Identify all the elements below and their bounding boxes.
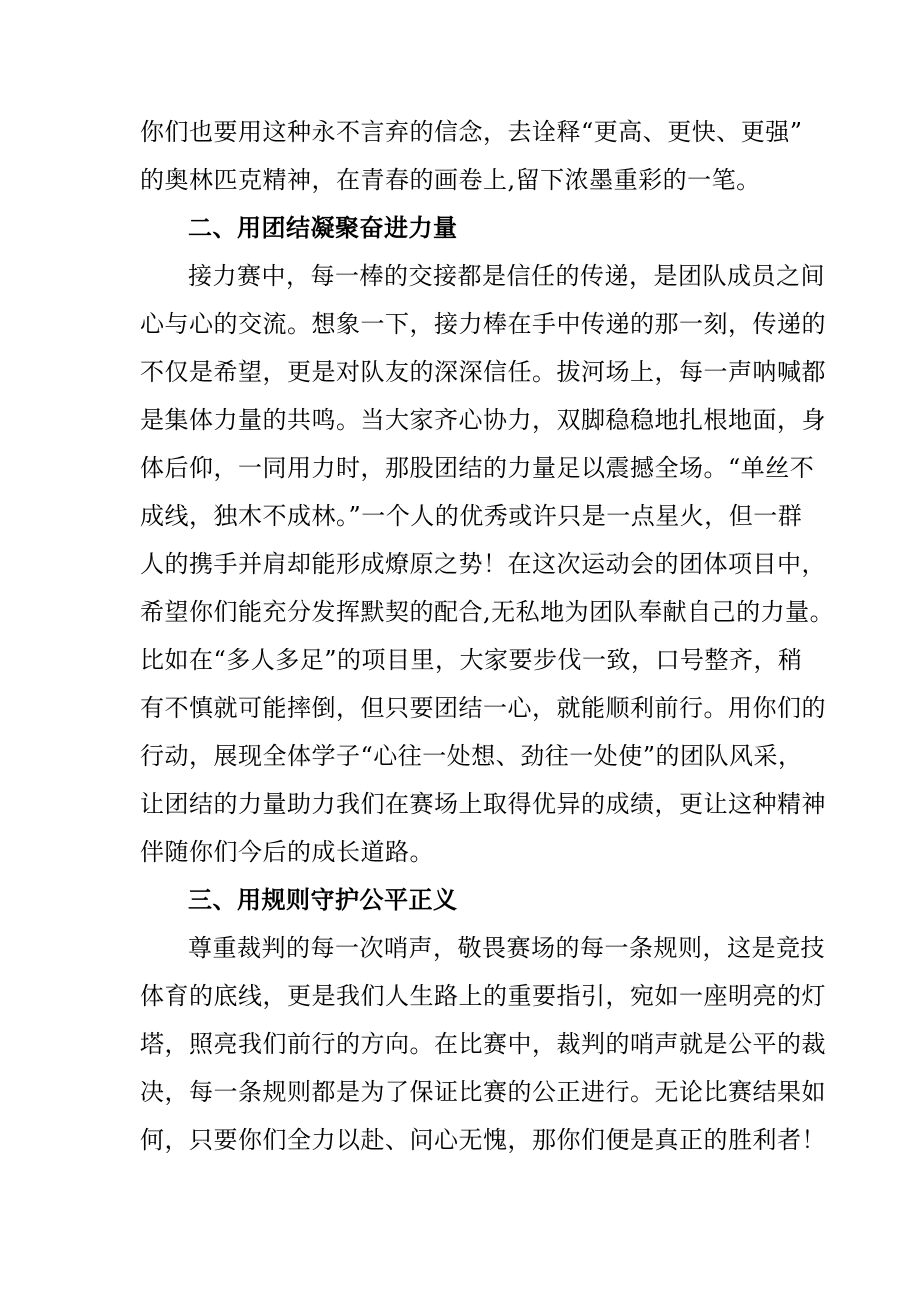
paragraph-rules [140,924,826,1164]
text-line: 尊重裁判的每一次哨声，敬畏赛场的每一条规则，这是竞技 [188,934,825,962]
text-line: 让团结的力量助力我们在赛场上取得优异的成绩，更让这种精神 [140,790,826,818]
document-body [140,108,835,1164]
text-line: 何，只要你们全力以赴、问心无愧，那你们便是真正的胜利者！ [140,1126,826,1154]
text-line: 你们也要用这种永不言弃的信念，去诠释“更高、更快、更强” [140,118,803,146]
paragraph-unity [140,252,835,876]
text-line: 的奥林匹克精神，在青春的画卷上,留下浓墨重彩的一笔。 [140,166,761,194]
section-heading-rules: 三、用规则守护公平正义 [188,886,458,914]
text-line: 不仅是希望，更是对队友的深深信任。拔河场上，每一声呐喊都 [140,358,826,386]
text-line: 行动，展现全体学子“心往一处想、劲往一处使”的团队风采， [140,742,803,770]
paragraph-intro [140,108,803,204]
text-line: 塔，照亮我们前行的方向。在比赛中，裁判的哨声就是公平的裁 [140,1030,826,1058]
text-line: 比如在“多人多足”的项目里，大家要步伐一致，口号整齐，稍 [140,646,803,674]
text-line: 体育的底线，更是我们人生路上的重要指引，宛如一座明亮的灯 [140,982,826,1010]
text-line: 人的携手并肩却能形成燎原之势！在这次运动会的团体项目中， [140,550,826,578]
text-line: 心与心的交流。想象一下，接力棒在手中传递的那一刻，传递的 [140,310,826,338]
text-line: 是集体力量的共鸣。当大家齐心协力，双脚稳稳地扎根地面，身 [140,406,826,434]
text-line: 希望你们能充分发挥默契的配合,无私地为团队奉献自己的力量。 [140,598,835,626]
section-heading-unity: 二、用团结凝聚奋进力量 [188,214,458,242]
text-line: 有不慎就可能摔倒，但只要团结一心，就能顺利前行。用你们的 [140,694,826,722]
text-line: 接力赛中，每一棒的交接都是信任的传递，是团队成员之间 [188,262,825,290]
text-line: 体后仰，一同用力时，那股团结的力量足以震撼全场。“单丝不 [140,454,815,482]
text-line: 伴随你们今后的成长道路。 [140,838,434,866]
text-line: 成线，独木不成林。”一个人的优秀或许只是一点星火，但一群 [140,502,803,530]
text-line: 决，每一条规则都是为了保证比赛的公正进行。无论比赛结果如 [140,1078,826,1106]
